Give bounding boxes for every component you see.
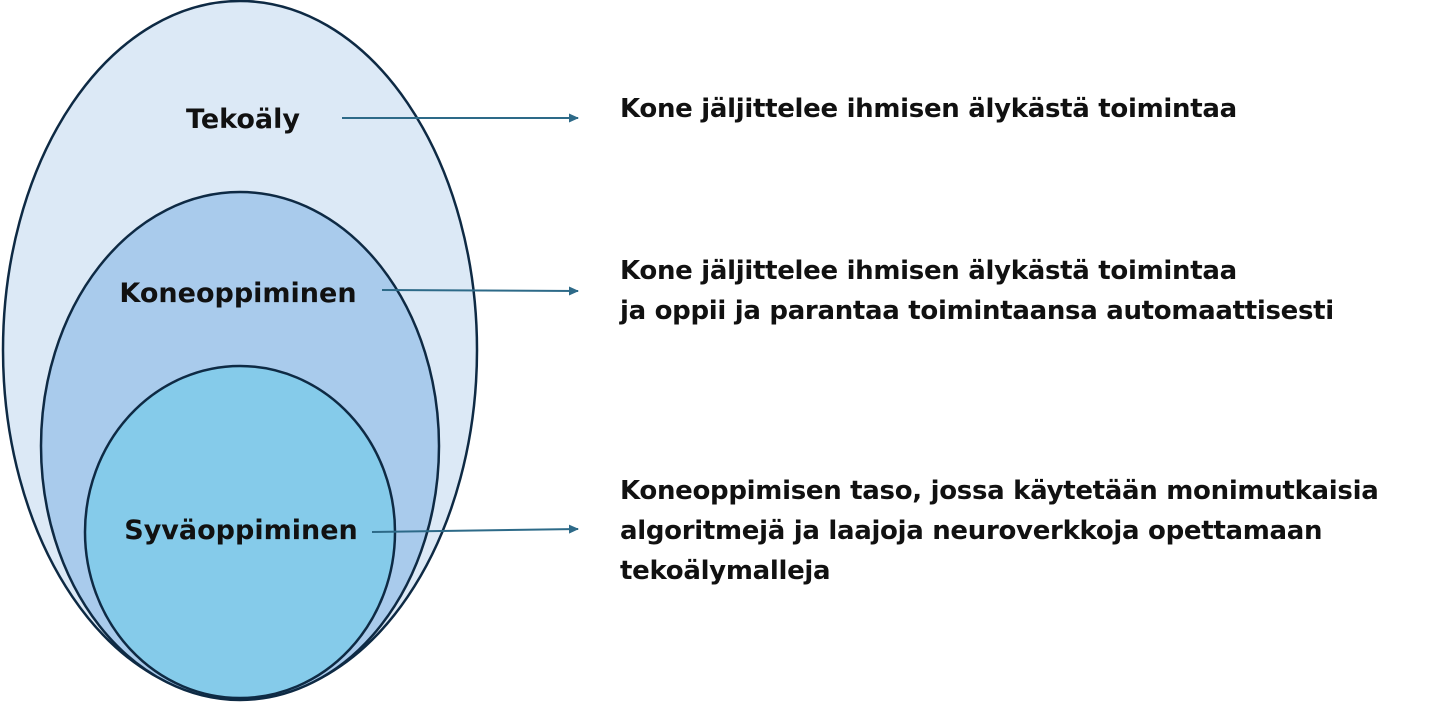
ai-label: Tekoäly [186,104,300,135]
deep-learning-description-line: tekoälymalleja [620,556,831,586]
deep-learning-description-line: algoritmejä ja laajoja neuroverkkoja opettamaan [620,516,1323,546]
deep-learning-description [620,471,1378,591]
ai-description-line: Kone jäljittelee ihmisen älykästä toimintaa [620,94,1237,124]
deep-learning-description-line: Koneoppimisen taso, jossa käytetään monimutkaisia [620,476,1379,506]
machine-learning-arrow [382,290,578,291]
machine-learning-description-line: ja oppii ja parantaa toimintaansa automaattisesti [620,296,1334,326]
machine-learning-description [620,251,1334,331]
ai-description [620,89,1237,129]
machine-learning-description-line: Kone jäljittelee ihmisen älykästä toimintaa [620,256,1237,286]
machine-learning-label: Koneoppiminen [119,278,357,309]
deep-learning-label: Syväoppiminen [124,515,358,546]
